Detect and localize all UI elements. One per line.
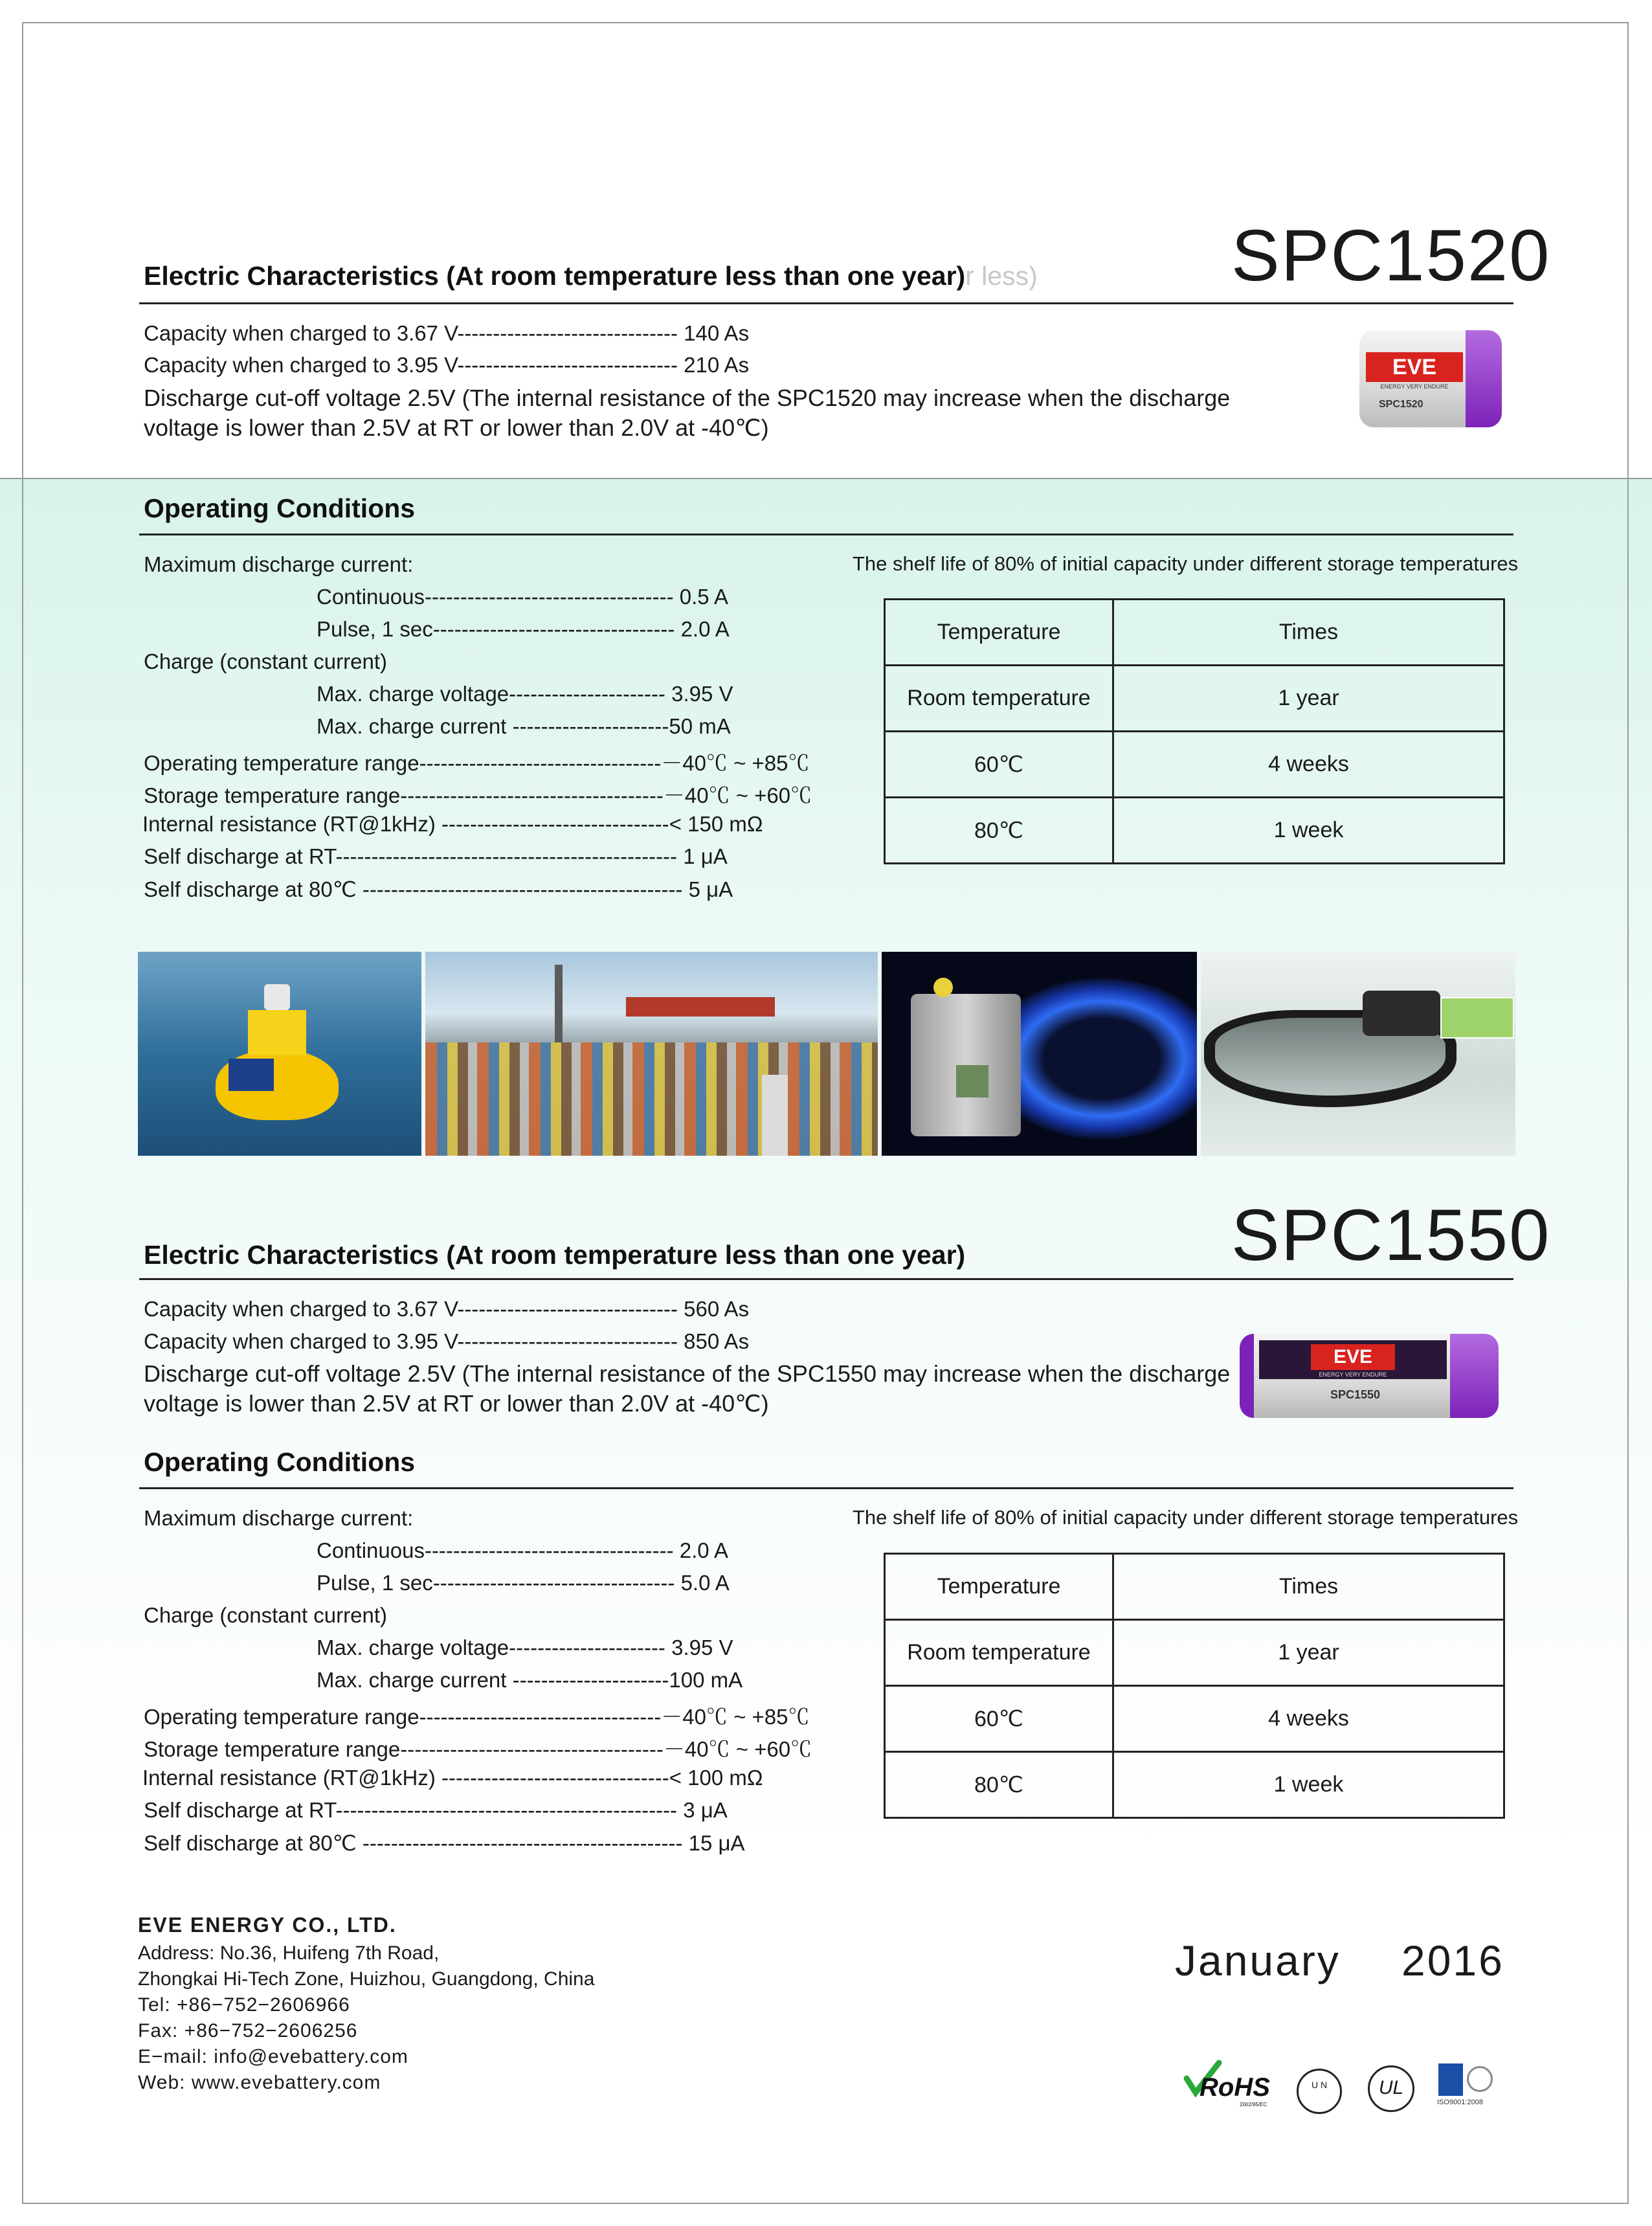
- max-discharge-label: Maximum discharge current:: [144, 1506, 414, 1530]
- storage-temperature: Storage temperature range-------------------------------------－40℃ ~ +60℃: [144, 1737, 812, 1761]
- table-row: [885, 798, 1504, 864]
- self-discharge-80: Self discharge at 80℃ --------------------------------------------- 5 μA: [144, 877, 733, 901]
- model-title-spc1550: SPC1550: [1231, 1195, 1551, 1276]
- battery-image-spc1520: [1359, 330, 1502, 427]
- ul-logo: UL: [1368, 2065, 1414, 2112]
- table-header-times: Times: [1113, 600, 1504, 666]
- charge-label: Charge (constant current): [144, 1603, 388, 1627]
- electric-characteristics-title: Electric Characteristics (At room temperature less than one year): [144, 1240, 966, 1270]
- operating-temperature: Operating temperature range----------------------------------－40℃ ~ +85℃: [144, 751, 810, 775]
- photo-buoy: [138, 952, 421, 1156]
- continuous-current: Continuous----------------------------------- 2.0 A: [317, 1538, 728, 1562]
- table-row: [885, 600, 1504, 666]
- max-discharge-label: Maximum discharge current:: [144, 552, 414, 576]
- operating-conditions-title: Operating Conditions: [144, 1447, 416, 1477]
- section-rule: [139, 1487, 1513, 1489]
- battery-image-spc1550: [1240, 1334, 1499, 1418]
- table-cell: Room temperature: [885, 1620, 1113, 1686]
- pulse-current: Pulse, 1 sec---------------------------------- 2.0 A: [317, 617, 730, 641]
- table-row: [885, 1686, 1504, 1752]
- continuous-current: Continuous----------------------------------- 0.5 A: [317, 585, 728, 609]
- capacity-395: Capacity when charged to 3.95 V------------------------------- 210 As: [144, 353, 750, 377]
- photo-gas-meter: [882, 952, 1197, 1156]
- table-header-temperature: Temperature: [885, 1554, 1113, 1620]
- battery-label: SPC1550: [1330, 1388, 1381, 1401]
- table-row: [885, 666, 1504, 732]
- capacity-367: Capacity when charged to 3.67 V------------------------------- 560 As: [144, 1297, 750, 1321]
- rohs-subtext: 2002/95/EC: [1240, 2102, 1267, 2108]
- date-year: 2016: [1401, 1937, 1504, 1984]
- self-discharge-rt: Self discharge at RT------------------------------------------------ 1 μA: [144, 844, 728, 868]
- website-link[interactable]: Web: www.evebattery.com: [138, 2072, 381, 2093]
- table-cell: 80℃: [885, 1752, 1113, 1818]
- iso-text: ISO9001:2008: [1437, 2098, 1483, 2106]
- battery-tagline: ENERGY VERY ENDURE: [1380, 383, 1449, 390]
- cutoff-line-2: voltage is lower than 2.5V at RT or lower than 2.0V at -40℃): [144, 1390, 769, 1417]
- operating-temperature: Operating temperature range----------------------------------－40℃ ~ +85℃: [144, 1705, 810, 1729]
- charge-label: Charge (constant current): [144, 649, 388, 673]
- battery-brand: EVE: [1311, 1344, 1395, 1370]
- pulse-current: Pulse, 1 sec---------------------------------- 5.0 A: [317, 1571, 730, 1595]
- battery-brand: EVE: [1366, 352, 1463, 382]
- capacity-367: Capacity when charged to 3.67 V------------------------------- 140 As: [144, 321, 750, 345]
- internal-resistance: Internal resistance (RT@1kHz) --------------------------------< 150 mΩ: [142, 812, 763, 836]
- operating-conditions-title: Operating Conditions: [144, 493, 416, 523]
- table-row: [885, 732, 1504, 798]
- table-cell: 1 week: [1113, 798, 1504, 864]
- fax: Fax: +86−752−2606256: [138, 2020, 358, 2041]
- max-charge-voltage: Max. charge voltage---------------------- 3.95 V: [317, 682, 733, 706]
- table-cell: 80℃: [885, 798, 1113, 864]
- max-charge-voltage: Max. charge voltage---------------------- 3.95 V: [317, 1636, 733, 1659]
- table-row: [885, 1620, 1504, 1686]
- shelf-life-title: The shelf life of 80% of initial capacity under different storage temperatures: [853, 1506, 1519, 1529]
- un-logo: U N: [1297, 2069, 1342, 2114]
- rohs-logo: [1181, 2059, 1278, 2108]
- section-rule: [139, 1278, 1513, 1280]
- company-name: EVE ENERGY CO., LTD.: [138, 1913, 397, 1937]
- iso-logo: [1437, 2062, 1502, 2108]
- capacity-395: Capacity when charged to 3.95 V------------------------------- 850 As: [144, 1329, 750, 1353]
- telephone: Tel: +86−752−2606966: [138, 1994, 350, 2016]
- table-cell: 4 weeks: [1113, 732, 1504, 798]
- iso-certification-icon: [1438, 2063, 1463, 2096]
- date-month: January: [1175, 1937, 1341, 1984]
- battery-label: SPC1520: [1379, 399, 1423, 410]
- electric-characteristics-title: [144, 261, 1038, 291]
- max-charge-current: Max. charge current ----------------------50 mA: [317, 714, 731, 738]
- table-header-temperature: Temperature: [885, 600, 1113, 666]
- ghost-text: r less): [965, 261, 1038, 291]
- table-cell: 60℃: [885, 732, 1113, 798]
- table-cell: Room temperature: [885, 666, 1113, 732]
- section-rule: [139, 302, 1513, 304]
- address-line-2: Zhongkai Hi-Tech Zone, Huizhou, Guangdong, China: [138, 1968, 595, 1990]
- section-rule: [139, 534, 1513, 535]
- shelf-life-table: [884, 1553, 1505, 1819]
- address-line-1: Address: No.36, Huifeng 7th Road,: [138, 1942, 440, 1964]
- cutoff-line-2: voltage is lower than 2.5V at RT or lower than 2.0V at -40℃): [144, 414, 769, 441]
- internal-resistance: Internal resistance (RT@1kHz) --------------------------------< 100 mΩ: [142, 1766, 763, 1790]
- photo-container-port: [425, 952, 878, 1156]
- max-charge-current: Max. charge current ----------------------100 mA: [317, 1668, 743, 1692]
- electric-title-text: Electric Characteristics (At room temperature less than one year): [144, 261, 966, 291]
- cutoff-line-1: Discharge cut-off voltage 2.5V (The internal resistance of the SPC1520 may increase when the discharge: [144, 385, 1231, 411]
- email-link[interactable]: E−mail: info@evebattery.com: [138, 2046, 408, 2067]
- table-cell: 1 year: [1113, 1620, 1504, 1686]
- model-title-spc1520: SPC1520: [1231, 215, 1551, 296]
- table-cell: 1 week: [1113, 1752, 1504, 1818]
- self-discharge-80: Self discharge at 80℃ --------------------------------------------- 15 μA: [144, 1831, 745, 1855]
- table-cell: 60℃: [885, 1686, 1113, 1752]
- table-cell: 1 year: [1113, 666, 1504, 732]
- rohs-text: RoHS: [1200, 2073, 1270, 2102]
- table-cell: 4 weeks: [1113, 1686, 1504, 1752]
- table-header-times: Times: [1113, 1554, 1504, 1620]
- battery-tagline: ENERGY VERY ENDURE: [1319, 1371, 1387, 1378]
- table-row: [885, 1752, 1504, 1818]
- shelf-life-table: [884, 598, 1505, 864]
- shelf-life-title: The shelf life of 80% of initial capacity under different storage temperatures: [853, 552, 1519, 575]
- photo-car-mirror: [1201, 952, 1515, 1156]
- table-row: [885, 1554, 1504, 1620]
- storage-temperature: Storage temperature range-------------------------------------－40℃ ~ +60℃: [144, 783, 812, 807]
- cutoff-line-1: Discharge cut-off voltage 2.5V (The internal resistance of the SPC1550 may increase when the discharge: [144, 1360, 1231, 1387]
- self-discharge-rt: Self discharge at RT------------------------------------------------ 3 μA: [144, 1798, 728, 1822]
- iso-seal-icon: [1467, 2066, 1493, 2092]
